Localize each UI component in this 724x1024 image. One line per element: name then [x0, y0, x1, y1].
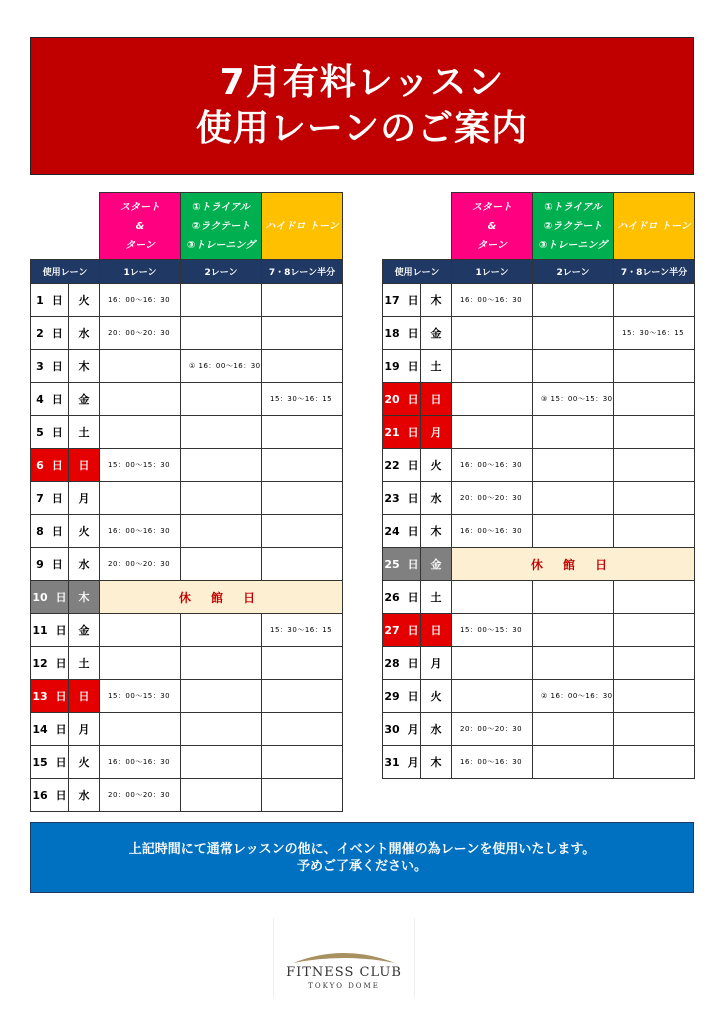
lane-time-cell — [452, 680, 533, 713]
lane-time-cell: ③ 15：00～15：30 — [533, 383, 614, 416]
schedule-row — [383, 713, 695, 746]
title-line-1: 7月有料レッスン — [219, 62, 505, 103]
date-unit: 月 — [407, 723, 419, 736]
lane-header: 1レーン — [100, 260, 181, 284]
lane-header: 1レーン — [452, 260, 533, 284]
arc-icon — [289, 947, 399, 965]
date-number: 17 — [384, 294, 400, 307]
date-unit: 日 — [407, 459, 419, 472]
date-unit: 日 — [407, 525, 419, 538]
notice-line-1: 上記時間にて通常レッスンの他に、イベント開催の為レーンを使用いたします。 — [128, 841, 596, 857]
weekday-cell: 水 — [421, 713, 452, 746]
date-cell — [383, 284, 421, 317]
date-cell — [383, 647, 421, 680]
lane-time-cell — [181, 647, 262, 680]
date-number: 30 — [384, 723, 400, 736]
lane-time-cell — [533, 317, 614, 350]
weekday-cell: 金 — [69, 614, 100, 647]
weekday-cell: 火 — [69, 515, 100, 548]
lane-time-cell — [533, 515, 614, 548]
header-text: ③トレーニング — [538, 239, 608, 251]
lane-time-cell — [100, 614, 181, 647]
title-banner — [30, 37, 694, 175]
lane-time-cell: 20：00～20：30 — [100, 779, 181, 812]
lesson-header-row — [383, 193, 695, 260]
lane-header: 2レーン — [181, 260, 262, 284]
schedule-row — [31, 746, 343, 779]
date-unit: 日 — [55, 756, 67, 769]
lane-time-cell — [100, 647, 181, 680]
date-unit: 日 — [51, 360, 63, 373]
notice-banner — [30, 822, 694, 893]
lane-time-cell — [614, 482, 695, 515]
lane-time-cell: 16：00～16：30 — [452, 284, 533, 317]
header-text: & — [135, 220, 145, 232]
lane-time-cell — [262, 482, 343, 515]
header-text: ③トレーニング — [186, 239, 256, 251]
lane-header: 7・8レーン半分 — [614, 260, 695, 284]
lane-time-cell: 16：00～16：30 — [452, 449, 533, 482]
date-unit: 日 — [407, 591, 419, 604]
header-text: ハイドロ トーン — [265, 220, 339, 232]
date-unit: 日 — [55, 624, 67, 637]
date-unit: 日 — [55, 789, 67, 802]
lane-time-cell — [452, 581, 533, 614]
weekday-cell: 土 — [69, 416, 100, 449]
lane-time-cell — [262, 350, 343, 383]
lane-time-cell — [181, 317, 262, 350]
schedule-row — [31, 284, 343, 317]
schedule-row — [383, 614, 695, 647]
lane-time-cell — [452, 350, 533, 383]
schedule-row — [383, 647, 695, 680]
lane-time-cell — [614, 581, 695, 614]
date-cell — [383, 482, 421, 515]
weekday-cell: 月 — [69, 713, 100, 746]
date-cell — [31, 515, 69, 548]
date-number: 22 — [384, 459, 400, 472]
date-number: 13 — [32, 690, 48, 703]
date-unit: 日 — [55, 591, 67, 604]
date-cell — [31, 482, 69, 515]
date-cell — [31, 581, 69, 614]
lane-time-cell — [100, 713, 181, 746]
date-unit: 日 — [51, 525, 63, 538]
date-number: 4 — [36, 393, 44, 406]
lesson-header-row — [31, 193, 343, 260]
date-unit: 日 — [407, 360, 419, 373]
lane-time-cell — [533, 746, 614, 779]
logo-sub-text: TOKYO DOME — [308, 982, 380, 990]
date-unit: 日 — [55, 723, 67, 736]
schedule-row — [31, 713, 343, 746]
lane-time-cell — [614, 680, 695, 713]
date-unit: 日 — [407, 393, 419, 406]
date-cell — [383, 350, 421, 383]
date-number: 28 — [384, 657, 400, 670]
lane-time-cell — [262, 779, 343, 812]
header-text: ②ラクテート — [191, 220, 251, 232]
lane-time-cell — [452, 647, 533, 680]
schedule-row — [383, 350, 695, 383]
date-number: 25 — [384, 558, 400, 571]
date-cell — [31, 317, 69, 350]
lane-time-cell — [100, 350, 181, 383]
weekday-cell: 土 — [69, 647, 100, 680]
lane-time-cell — [262, 680, 343, 713]
weekday-cell: 日 — [69, 680, 100, 713]
date-cell — [31, 680, 69, 713]
date-number: 24 — [384, 525, 400, 538]
closed-day-cell: 休 館 日 — [100, 581, 343, 614]
date-number: 23 — [384, 492, 400, 505]
date-number: 27 — [384, 624, 400, 637]
lane-time-cell — [100, 416, 181, 449]
date-number: 3 — [36, 360, 44, 373]
lane-time-cell — [181, 482, 262, 515]
lane-time-cell — [262, 713, 343, 746]
header-text: ターン — [477, 239, 507, 251]
date-number: 9 — [36, 558, 44, 571]
date-number: 18 — [384, 327, 400, 340]
date-number: 11 — [32, 624, 48, 637]
date-cell — [31, 284, 69, 317]
lane-time-cell — [181, 713, 262, 746]
schedule-row — [31, 581, 343, 614]
lane-time-cell — [262, 284, 343, 317]
lane-time-cell — [614, 647, 695, 680]
lane-time-cell — [533, 482, 614, 515]
schedule-row — [31, 317, 343, 350]
header-blank — [31, 193, 100, 260]
lane-header: 7・8レーン半分 — [262, 260, 343, 284]
date-number: 19 — [384, 360, 400, 373]
lane-time-cell — [614, 416, 695, 449]
lane-time-cell — [533, 647, 614, 680]
header-text: ①トライアル — [544, 201, 602, 213]
weekday-cell: 日 — [69, 449, 100, 482]
date-unit: 日 — [51, 294, 63, 307]
lane-time-cell: 15：30～16：15 — [262, 614, 343, 647]
lane-time-cell: 15：00～15：30 — [100, 680, 181, 713]
schedule-row — [31, 449, 343, 482]
date-unit: 日 — [51, 558, 63, 571]
schedule-row — [383, 416, 695, 449]
weekday-cell: 水 — [421, 482, 452, 515]
lane-time-cell — [262, 416, 343, 449]
schedule-row — [383, 581, 695, 614]
date-number: 1 — [36, 294, 44, 307]
date-number: 6 — [36, 459, 44, 472]
date-unit: 日 — [55, 657, 67, 670]
date-unit: 日 — [51, 492, 63, 505]
lane-time-cell — [452, 383, 533, 416]
date-cell — [383, 713, 421, 746]
date-cell — [383, 614, 421, 647]
logo-main-text: FITNESS CLUB — [286, 965, 402, 980]
date-number: 2 — [36, 327, 44, 340]
notice-line-2: 予めご了承ください。 — [296, 858, 427, 874]
date-cell — [383, 449, 421, 482]
lane-time-cell: ② 16：00～16：30 — [533, 680, 614, 713]
weekday-cell: 土 — [421, 350, 452, 383]
weekday-cell: 月 — [69, 482, 100, 515]
header-text: ハイドロ トーン — [617, 220, 691, 232]
weekday-cell: 日 — [421, 614, 452, 647]
header-start-turn — [452, 193, 533, 260]
schedule-row — [383, 317, 695, 350]
weekday-cell: 火 — [69, 746, 100, 779]
weekday-cell: 火 — [421, 680, 452, 713]
date-number: 31 — [384, 756, 400, 769]
lane-time-cell — [533, 581, 614, 614]
schedule-row — [383, 449, 695, 482]
lane-time-cell — [262, 647, 343, 680]
header-blank — [383, 193, 452, 260]
lane-time-cell — [262, 449, 343, 482]
header-trial-lactate-training — [181, 193, 262, 260]
closed-day-cell: 休 館 日 — [452, 548, 695, 581]
lane-time-cell — [181, 416, 262, 449]
schedule-row — [31, 548, 343, 581]
lane-time-cell — [181, 680, 262, 713]
date-cell — [383, 680, 421, 713]
lane-time-cell — [181, 779, 262, 812]
lane-time-cell — [614, 746, 695, 779]
date-unit: 日 — [55, 690, 67, 703]
date-unit: 日 — [407, 327, 419, 340]
header-hydro-tone — [614, 193, 695, 260]
weekday-cell: 金 — [421, 548, 452, 581]
date-cell — [383, 515, 421, 548]
date-number: 7 — [36, 492, 44, 505]
date-unit: 日 — [407, 558, 419, 571]
lane-time-cell — [614, 284, 695, 317]
schedule-row — [31, 350, 343, 383]
lane-time-cell — [614, 449, 695, 482]
header-text: ターン — [125, 239, 155, 251]
date-cell — [31, 350, 69, 383]
date-cell — [31, 449, 69, 482]
schedule-row — [383, 548, 695, 581]
date-unit: 月 — [407, 756, 419, 769]
header-hydro-tone — [262, 193, 343, 260]
date-unit: 日 — [407, 690, 419, 703]
date-cell — [31, 614, 69, 647]
lane-time-cell — [614, 713, 695, 746]
lane-time-cell — [262, 548, 343, 581]
lane-time-cell — [452, 416, 533, 449]
lane-header-row — [31, 260, 343, 284]
lane-time-cell: 20：00～20：30 — [452, 482, 533, 515]
date-cell — [383, 746, 421, 779]
lane-time-cell: 16：00～16：30 — [452, 746, 533, 779]
lane-time-cell: 15：30～16：15 — [614, 317, 695, 350]
date-number: 21 — [384, 426, 400, 439]
weekday-cell: 木 — [69, 350, 100, 383]
lane-header: 使用レーン — [383, 260, 452, 284]
weekday-cell: 月 — [421, 416, 452, 449]
date-number: 12 — [32, 657, 48, 670]
lane-time-cell — [181, 614, 262, 647]
date-number: 14 — [32, 723, 48, 736]
date-number: 16 — [32, 789, 48, 802]
weekday-cell: 木 — [69, 581, 100, 614]
date-number: 10 — [32, 591, 48, 604]
lane-time-cell — [181, 383, 262, 416]
date-unit: 日 — [407, 294, 419, 307]
date-unit: 日 — [51, 393, 63, 406]
schedule-row — [383, 383, 695, 416]
schedule-row — [31, 482, 343, 515]
date-number: 20 — [384, 393, 400, 406]
date-number: 5 — [36, 426, 44, 439]
lane-header-row — [383, 260, 695, 284]
weekday-cell: 日 — [421, 383, 452, 416]
fitness-club-logo — [273, 918, 415, 998]
date-cell — [383, 548, 421, 581]
lane-time-cell — [533, 614, 614, 647]
lane-time-cell — [181, 746, 262, 779]
date-cell — [31, 548, 69, 581]
date-cell — [31, 746, 69, 779]
date-number: 15 — [32, 756, 48, 769]
lane-time-cell: 16：00～16：30 — [100, 746, 181, 779]
header-text: スタート — [472, 201, 512, 213]
lane-time-cell — [614, 614, 695, 647]
weekday-cell: 水 — [69, 548, 100, 581]
lane-time-cell: 15：00～15：30 — [452, 614, 533, 647]
schedule-row — [31, 647, 343, 680]
title-line-2: 使用レーンのご案内 — [195, 108, 529, 149]
weekday-cell: 金 — [69, 383, 100, 416]
lane-time-cell — [533, 284, 614, 317]
lane-time-cell — [533, 416, 614, 449]
date-cell — [31, 383, 69, 416]
schedule-row — [31, 779, 343, 812]
header-text: スタート — [120, 201, 160, 213]
date-number: 29 — [384, 690, 400, 703]
lane-time-cell: ① 16：00～16：30 — [181, 350, 262, 383]
weekday-cell: 水 — [69, 779, 100, 812]
schedule-row — [383, 482, 695, 515]
lane-header: 2レーン — [533, 260, 614, 284]
date-number: 8 — [36, 525, 44, 538]
header-text: ①トライアル — [192, 201, 250, 213]
lane-time-cell: 20：00～20：30 — [100, 317, 181, 350]
weekday-cell: 月 — [421, 647, 452, 680]
lane-time-cell — [614, 350, 695, 383]
lane-time-cell: 20：00～20：30 — [100, 548, 181, 581]
lane-time-cell — [100, 383, 181, 416]
schedule-row — [383, 746, 695, 779]
date-number: 26 — [384, 591, 400, 604]
weekday-cell: 水 — [69, 317, 100, 350]
date-cell — [383, 581, 421, 614]
date-cell — [31, 416, 69, 449]
date-unit: 日 — [407, 657, 419, 670]
date-cell — [31, 647, 69, 680]
lane-time-cell — [614, 515, 695, 548]
lane-time-cell — [614, 383, 695, 416]
schedule-row — [31, 680, 343, 713]
date-cell — [383, 383, 421, 416]
weekday-cell: 木 — [421, 515, 452, 548]
lane-time-cell — [533, 350, 614, 383]
date-unit: 日 — [51, 327, 63, 340]
date-unit: 日 — [51, 426, 63, 439]
date-unit: 日 — [407, 492, 419, 505]
date-unit: 日 — [51, 459, 63, 472]
date-cell — [383, 317, 421, 350]
weekday-cell: 金 — [421, 317, 452, 350]
date-cell — [383, 416, 421, 449]
lane-time-cell — [181, 449, 262, 482]
schedule-row — [31, 416, 343, 449]
date-cell — [31, 713, 69, 746]
lane-time-cell — [262, 515, 343, 548]
date-unit: 日 — [407, 624, 419, 637]
lane-header: 使用レーン — [31, 260, 100, 284]
lane-time-cell: 16：00～16：30 — [100, 515, 181, 548]
schedule-table-right — [382, 192, 695, 779]
schedule-row — [383, 515, 695, 548]
header-trial-lactate-training — [533, 193, 614, 260]
header-text: & — [487, 220, 497, 232]
weekday-cell: 火 — [69, 284, 100, 317]
lane-time-cell — [181, 515, 262, 548]
weekday-cell: 木 — [421, 746, 452, 779]
lane-time-cell — [262, 317, 343, 350]
schedule-row — [31, 614, 343, 647]
lane-time-cell: 16：00～16：30 — [452, 515, 533, 548]
lane-time-cell — [452, 317, 533, 350]
schedule-row — [383, 284, 695, 317]
lane-time-cell: 15：30～16：15 — [262, 383, 343, 416]
lane-time-cell — [533, 713, 614, 746]
lane-time-cell: 16：00～16：30 — [100, 284, 181, 317]
weekday-cell: 火 — [421, 449, 452, 482]
header-start-turn — [100, 193, 181, 260]
schedule-row — [31, 515, 343, 548]
schedule-table-left — [30, 192, 343, 812]
lane-time-cell: 15：00～15：30 — [100, 449, 181, 482]
weekday-cell: 木 — [421, 284, 452, 317]
schedule-row — [383, 680, 695, 713]
date-cell — [31, 779, 69, 812]
lane-time-cell — [533, 449, 614, 482]
date-unit: 日 — [407, 426, 419, 439]
header-text: ②ラクテート — [543, 220, 603, 232]
lane-time-cell — [181, 284, 262, 317]
lane-time-cell — [181, 548, 262, 581]
weekday-cell: 土 — [421, 581, 452, 614]
lane-time-cell: 20：00～20：30 — [452, 713, 533, 746]
lane-time-cell — [100, 482, 181, 515]
schedule-row — [31, 383, 343, 416]
lane-time-cell — [262, 746, 343, 779]
